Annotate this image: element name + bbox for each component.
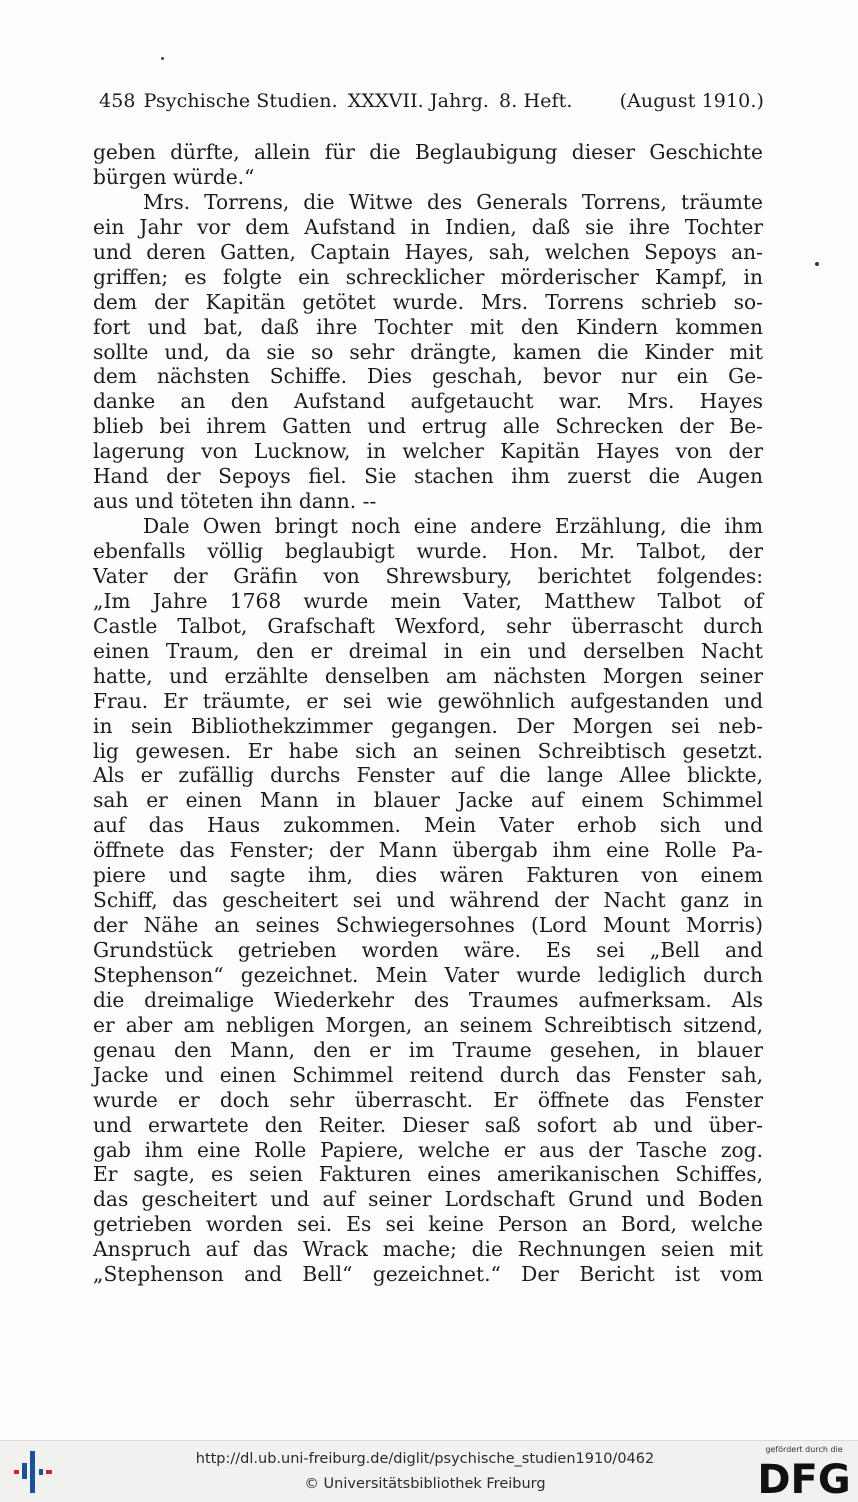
text-line: aus und töteten ihn dann. -- bbox=[93, 489, 377, 514]
text-line: dem der Kapitän getötet wurde. Mrs. Torrens schrieb so- bbox=[93, 289, 763, 314]
text-line: die dreimalige Wiederkehr des Traumes aufmerksam. Als bbox=[93, 987, 763, 1012]
permalink-url[interactable]: http://dl.ub.uni-freiburg.de/diglit/psychische_studien1910/0462 bbox=[195, 1451, 655, 1467]
text-line: dem nächsten Schiffe. Dies geschah, bevor nur ein Ge- bbox=[93, 364, 763, 389]
text-line: lig gewesen. Er habe sich an seinen Schreibtisch gesetzt. bbox=[93, 738, 763, 763]
text-line: hatte, und erzählte denselben am nächsten Morgen seiner bbox=[93, 663, 763, 688]
text-line: er aber am nebligen Morgen, an seinem Schreibtisch sitzend, bbox=[93, 1012, 763, 1037]
text-line: getrieben worden sei. Es sei keine Person an Bord, welche bbox=[93, 1212, 763, 1237]
body-text bbox=[93, 140, 763, 1287]
running-header bbox=[99, 90, 764, 112]
text-line: blieb bei ihrem Gatten und ertrug alle Schrecken der Be- bbox=[93, 414, 763, 439]
viewer-footer bbox=[0, 1440, 858, 1502]
text-line: Stephenson“ gezeichnet. Mein Vater wurde lediglich durch bbox=[93, 962, 763, 987]
text-line: Jacke und einen Schimmel reitend durch das Fenster sah, bbox=[93, 1062, 763, 1087]
text-line: bürgen würde.“ bbox=[93, 164, 255, 189]
text-line: „Stephenson and Bell“ gezeichnet.“ Der Bericht ist vom bbox=[93, 1262, 763, 1287]
text-line: der Nähe an seines Schwiegersohnes (Lord Mount Morris) bbox=[93, 913, 763, 938]
digital-library-logo-icon[interactable] bbox=[12, 1449, 56, 1495]
text-line: piere und sagte ihm, dies wären Fakturen von einem bbox=[93, 863, 763, 888]
text-line: Mrs. Torrens, die Witwe des Generals Torrens, träumte bbox=[143, 189, 763, 214]
text-line: gab ihm eine Rolle Papiere, welche er aus der Tasche zog. bbox=[93, 1137, 763, 1162]
text-line: Vater der Gräfin von Shrewsbury, berichtet folgendes: bbox=[93, 563, 763, 588]
scan-speck bbox=[161, 57, 164, 60]
running-header-left bbox=[99, 90, 573, 112]
funding-label: gefördert durch die bbox=[765, 1445, 843, 1454]
text-line: fort und bat, daß ihre Tochter mit den Kindern kommen bbox=[93, 314, 763, 339]
text-line: Er sagte, es seien Fakturen eines amerikanischen Schiffes, bbox=[93, 1162, 763, 1187]
text-line: griffen; es folgte ein schrecklicher mörderischer Kampf, in bbox=[93, 264, 763, 289]
issue-date: (August 1910.) bbox=[619, 90, 764, 112]
text-line: sah er einen Mann in blauer Jacke auf einem Schimmel bbox=[93, 788, 763, 813]
text-line: Frau. Er träumte, er sei wie gewöhnlich aufgestanden und bbox=[93, 688, 763, 713]
text-line: wurde er doch sehr überrascht. Er öffnete das Fenster bbox=[93, 1087, 763, 1112]
dfg-logo-text: DFG bbox=[757, 1457, 851, 1499]
text-line: öffnete das Fenster; der Mann übergab ihm eine Rolle Pa- bbox=[93, 838, 763, 863]
text-line: einen Traum, den er dreimal in ein und derselben Nacht bbox=[93, 638, 763, 663]
text-line: das gescheitert und auf seiner Lordschaft Grund und Boden bbox=[93, 1187, 763, 1212]
text-line: danke an den Aufstand aufgetaucht war. Mrs. Hayes bbox=[93, 389, 763, 414]
text-line: Dale Owen bringt noch eine andere Erzählung, die ihm bbox=[143, 514, 763, 539]
text-line: geben dürfte, allein für die Beglaubigung dieser Geschichte bbox=[93, 140, 763, 164]
text-line: und erwartete den Reiter. Dieser saß sofort ab und über- bbox=[93, 1112, 763, 1137]
text-line: genau den Mann, den er im Traume gesehen, in blauer bbox=[93, 1037, 763, 1062]
text-line: auf das Haus zukommen. Mein Vater erhob sich und bbox=[93, 813, 763, 838]
text-line: lagerung von Lucknow, in welcher Kapitän Hayes von der bbox=[93, 439, 763, 464]
text-line: Grundstück getrieben worden wäre. Es sei „Bell and bbox=[93, 938, 763, 962]
dfg-logo-icon[interactable] bbox=[757, 1457, 851, 1499]
journal-title: Psychische Studien. bbox=[143, 90, 338, 112]
page-number: 458 bbox=[99, 90, 136, 112]
text-line: Schiff, das gescheitert sei und während der Nacht ganz in bbox=[93, 888, 763, 913]
text-line: Castle Talbot, Grafschaft Wexford, sehr überrascht durch bbox=[93, 613, 763, 638]
text-line: sollte und, da sie so sehr drängte, kamen die Kinder mit bbox=[93, 339, 763, 364]
scan-speck bbox=[815, 262, 819, 266]
text-line: ein Jahr vor dem Aufstand in Indien, daß sie ihre Tochter bbox=[93, 214, 763, 239]
text-line: ebenfalls völlig beglaubigt wurde. Hon. Mr. Talbot, der bbox=[93, 539, 763, 563]
text-line: „Im Jahre 1768 wurde mein Vater, Matthew Talbot of bbox=[93, 588, 763, 613]
copyright-notice: © Universitätsbibliothek Freiburg bbox=[304, 1476, 546, 1492]
issue-label: 8. Heft. bbox=[499, 90, 573, 112]
text-line: Hand der Sepoys fiel. Sie stachen ihm zuerst die Augen bbox=[93, 464, 763, 489]
text-line: in sein Bibliothekzimmer gegangen. Der Morgen sei neb- bbox=[93, 713, 763, 738]
text-line: Als er zufällig durchs Fenster auf die lange Allee blickte, bbox=[93, 763, 763, 788]
volume-label: XXXVII. Jahrg. bbox=[347, 90, 490, 112]
text-line: Anspruch auf das Wrack mache; die Rechnungen seien mit bbox=[93, 1237, 763, 1262]
text-line: und deren Gatten, Captain Hayes, sah, welchen Sepoys an- bbox=[93, 239, 763, 264]
